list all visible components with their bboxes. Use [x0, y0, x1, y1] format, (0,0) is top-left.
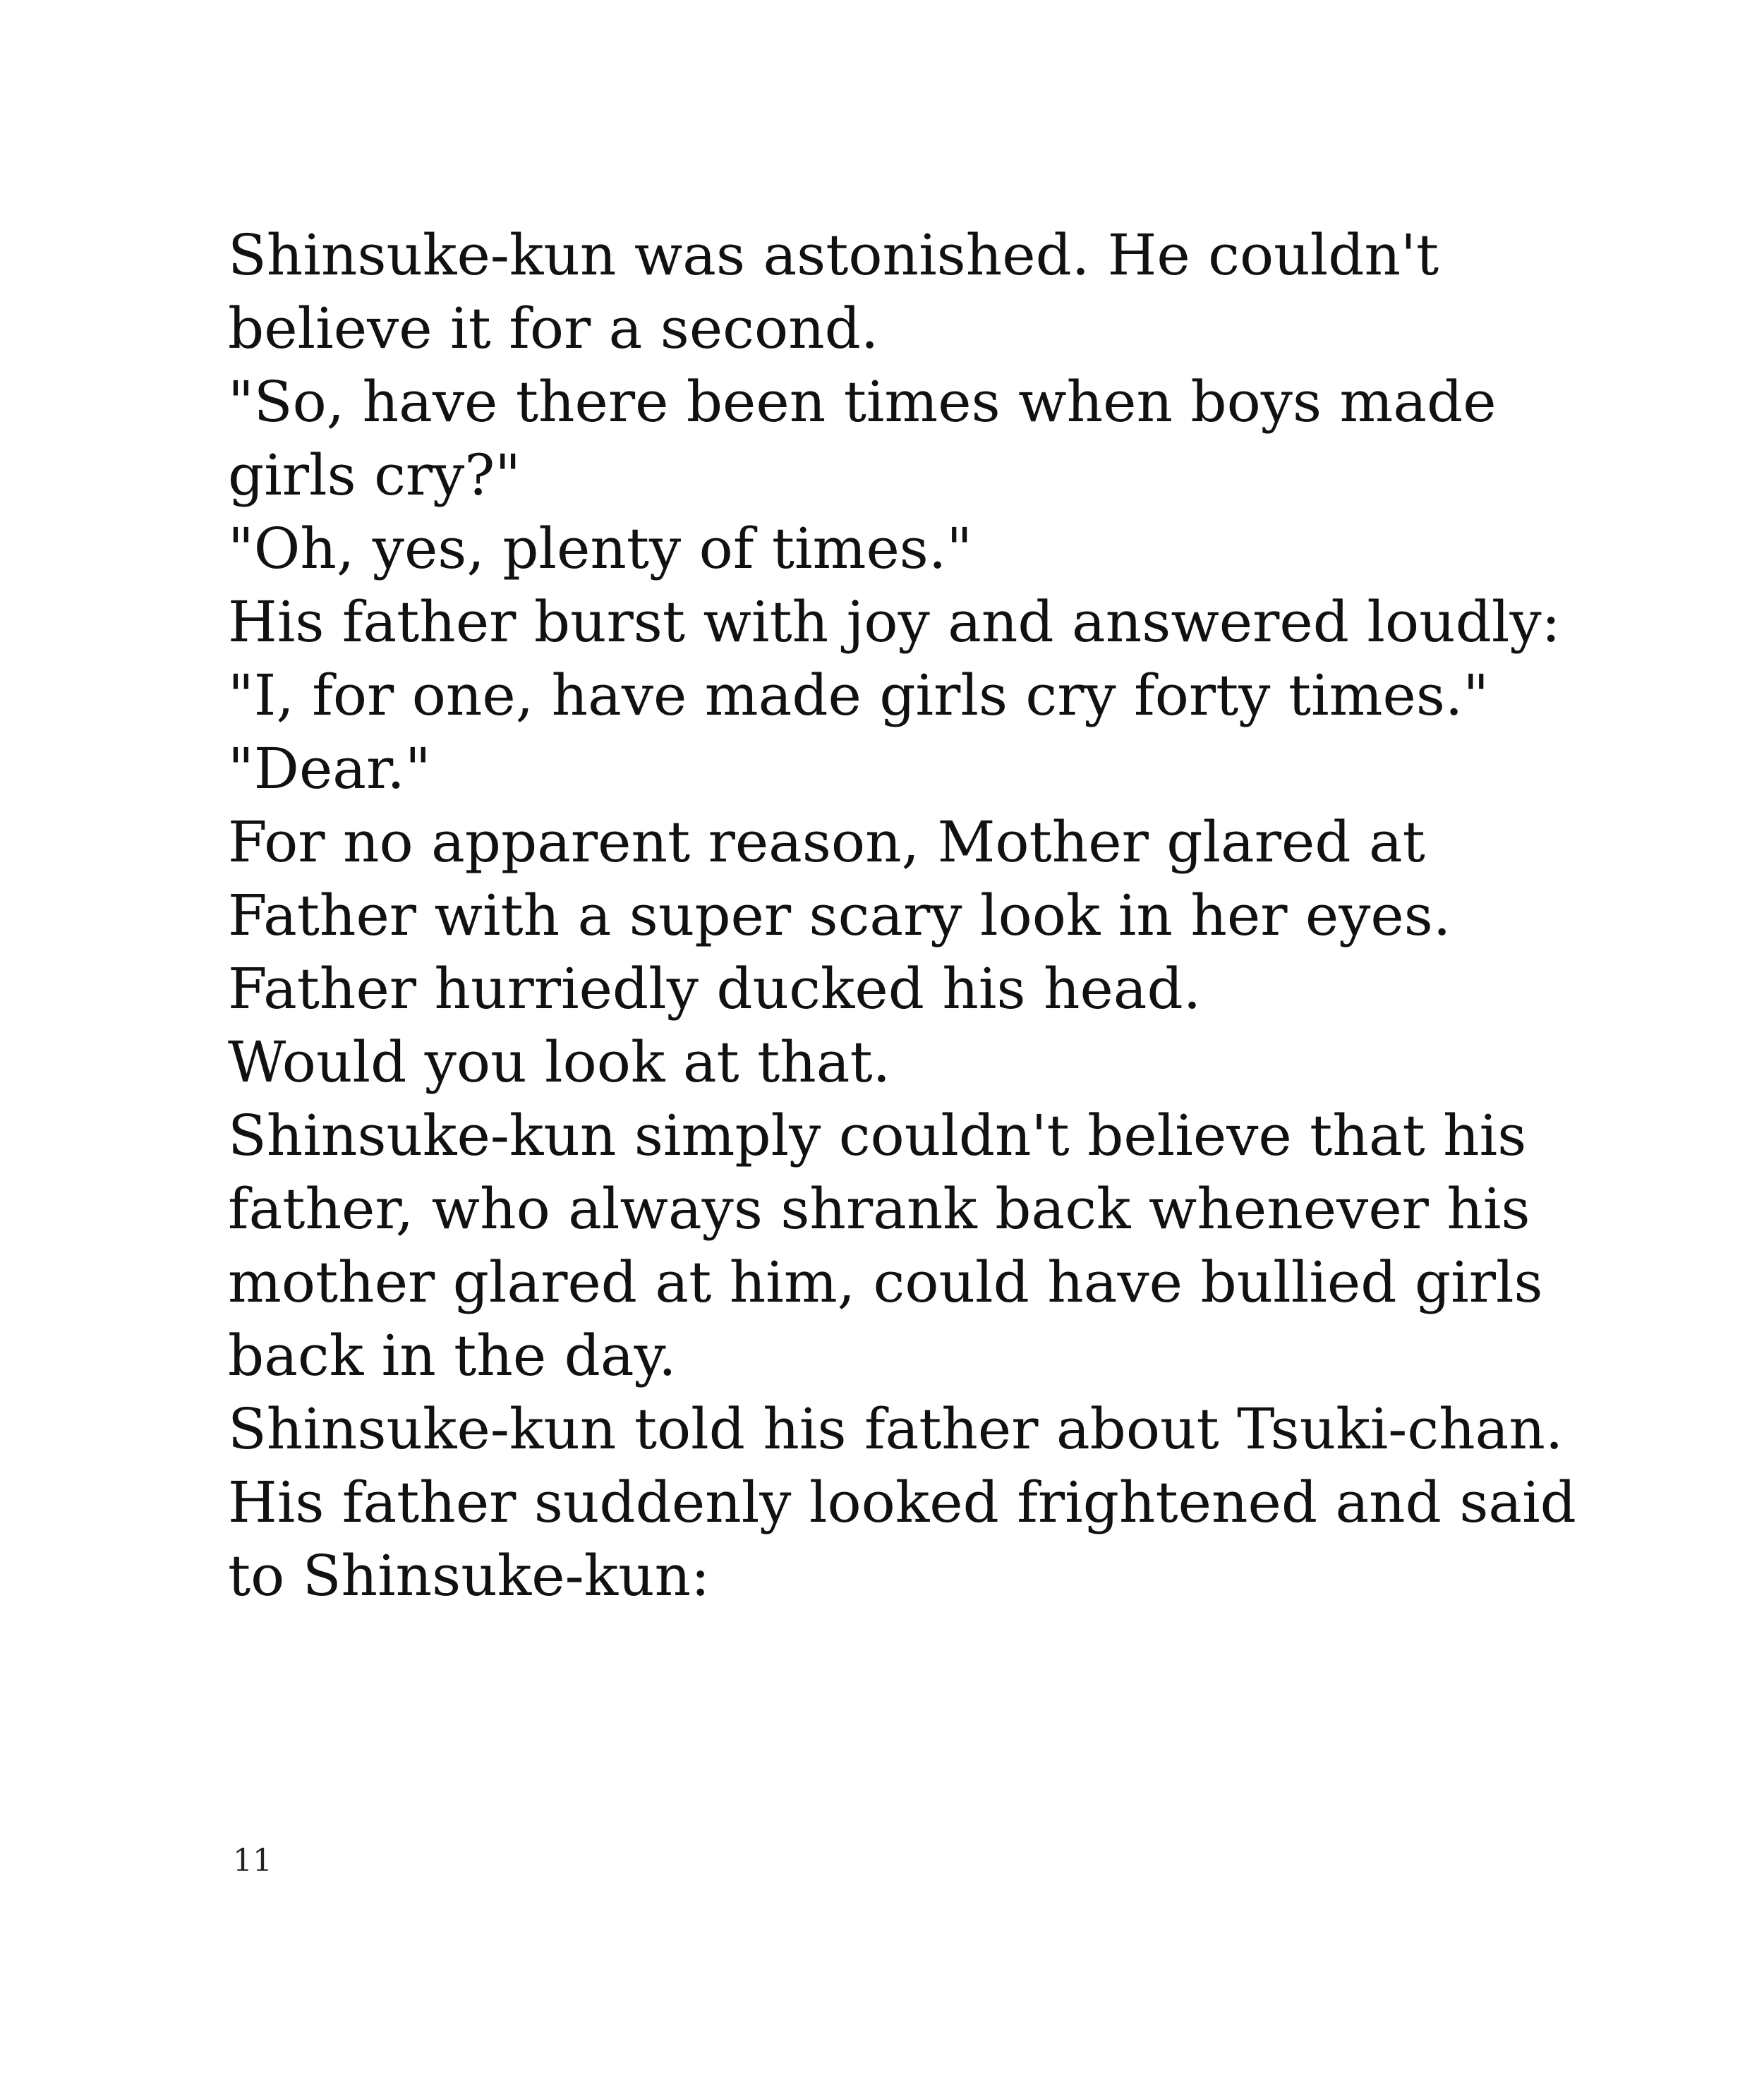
text-line: father, who always shrank back whenever his: [228, 1176, 1530, 1242]
text-line: Shinsuke-kun simply couldn't believe that his: [228, 1103, 1527, 1168]
text-line: believe it for a second.: [228, 296, 879, 361]
text-line: Would you look at that.: [228, 1029, 891, 1095]
text-line: For no apparent reason, Mother glared at: [228, 809, 1425, 875]
text-line: Shinsuke-kun was astonished. He couldn't: [228, 222, 1439, 288]
text-line: back in the day.: [228, 1323, 677, 1388]
text-line: "Dear.": [228, 736, 431, 801]
text-line: to Shinsuke-kun:: [228, 1543, 711, 1609]
page-number: 11: [233, 1843, 272, 1879]
text-line: Shinsuke-kun told his father about Tsuki-chan.: [228, 1396, 1564, 1462]
text-line: "I, for one, have made girls cry forty times.": [228, 662, 1490, 728]
body-text: [228, 219, 1611, 1613]
text-line: Father with a super scary look in her eyes.: [228, 883, 1451, 948]
text-line: "Oh, yes, plenty of times.": [228, 516, 973, 581]
text-line: Father hurriedly ducked his head.: [228, 956, 1202, 1022]
text-line: His father burst with joy and answered loudly:: [228, 589, 1561, 655]
text-line: girls cry?": [228, 442, 521, 508]
text-line: "So, have there been times when boys made: [228, 369, 1497, 435]
text-line: mother glared at him, could have bullied girls: [228, 1249, 1543, 1315]
text-line: His father suddenly looked frightened and said: [228, 1470, 1576, 1535]
